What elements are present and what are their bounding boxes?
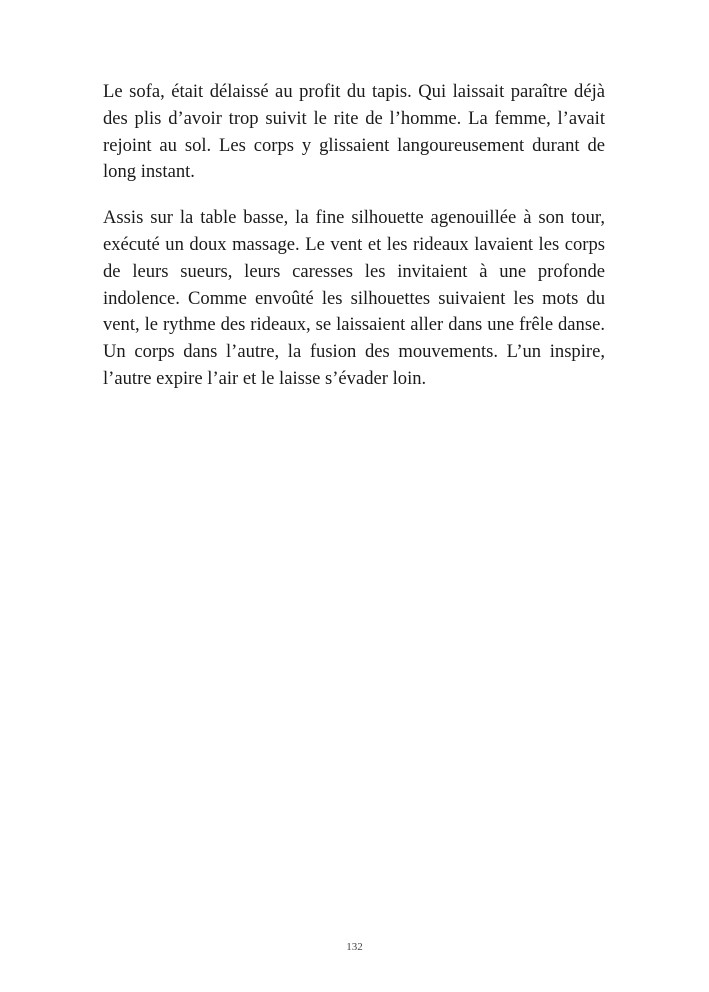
paragraph-2: Assis sur la table basse, la fine silhouette agenouillée à son tour, exécuté un doux massage. Le vent et les rideaux lavaient les corps de leurs sueurs, leurs caresses les invitaient à une profonde indolence. Comme envoûté les silhouettes suivaient les mots du vent, le rythme des rideaux, se laissaient aller dans une frêle danse. Un corps dans l’autre, la fusion des mouvements. L’un inspire, l’autre expire l’air et le laisse s’évader loin. <box>103 207 605 389</box>
paragraph-1: Le sofa, était délaissé au profit du tapis. Qui laissait paraître déjà des plis d’avoir trop suivit le rite de l’homme. La femme, l’avait rejoint au sol. Les corps y glissaient langoureusement durant de long instant. <box>103 81 605 183</box>
page-number: 132 <box>346 941 363 953</box>
body-text <box>103 79 605 412</box>
